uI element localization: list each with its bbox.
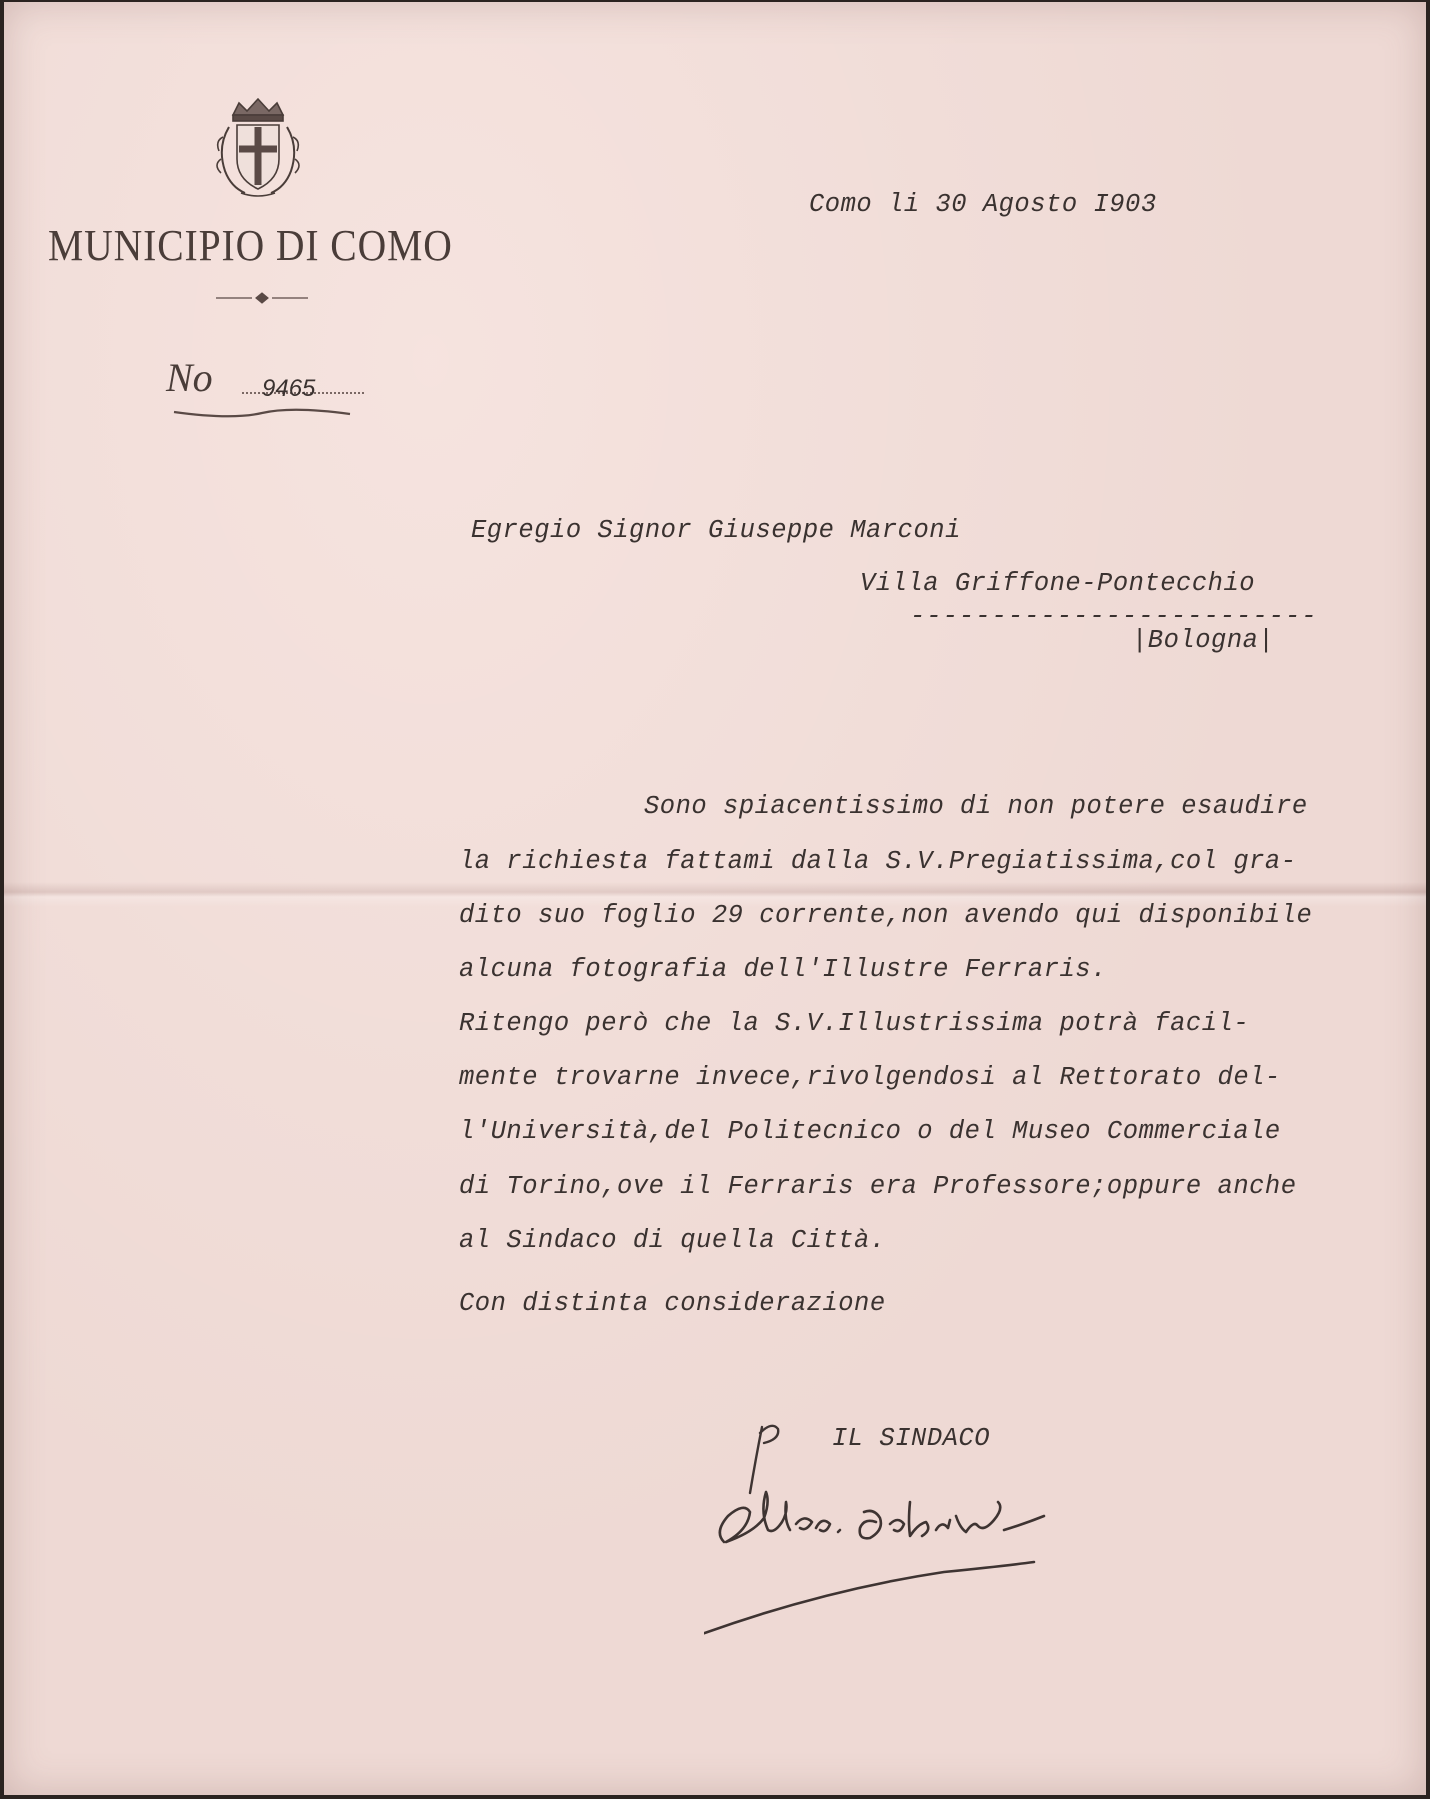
handwritten-signature-icon: [704, 1472, 1134, 1642]
coat-of-arms-icon: [211, 97, 305, 199]
body-line: la richiesta fattami dalla S.V.Pregiatissima,col gra-: [459, 847, 1297, 876]
address-separator: -------------------------: [910, 602, 1318, 631]
municipality-name: MUNICIPIO DI COMO: [48, 221, 453, 270]
recipient-salutation: Egregio Signor Giuseppe Marconi: [471, 516, 961, 545]
body-line: dito suo foglio 29 corrente,non avendo qui disponibile: [459, 901, 1313, 930]
body-line: al Sindaco di quella Città.: [459, 1226, 886, 1255]
body-line: Ritengo però che la S.V.Illustrissima potrà facil-: [459, 1009, 1250, 1038]
closing-courtesy: Con distinta considerazione: [459, 1289, 886, 1318]
body-line: l'Università,del Politecnico o del Museo Commerciale: [459, 1117, 1281, 1146]
body-line: mente trovarne invece,rivolgendosi al Rettorato del-: [459, 1063, 1281, 1092]
body-line: Sono spiacentissimo di non potere esaudire: [644, 792, 1308, 821]
signatory-title: IL SINDACO: [832, 1424, 991, 1453]
body-line: alcuna fotografia dell'Illustre Ferraris.: [459, 955, 1107, 984]
recipient-address: Villa Griffone-Pontecchio: [860, 569, 1256, 598]
ornament-divider: [216, 292, 308, 304]
ornament-flourish: [172, 406, 352, 420]
date-line: Como li 30 Agosto I903: [809, 190, 1157, 219]
protocol-label: No: [166, 355, 213, 400]
protocol-number: 9465: [262, 375, 316, 402]
letter-page: [4, 2, 1426, 1795]
body-line: di Torino,ove il Ferraris era Professore;oppure anche: [459, 1172, 1297, 1201]
recipient-city: |Bologna|: [1132, 626, 1275, 655]
